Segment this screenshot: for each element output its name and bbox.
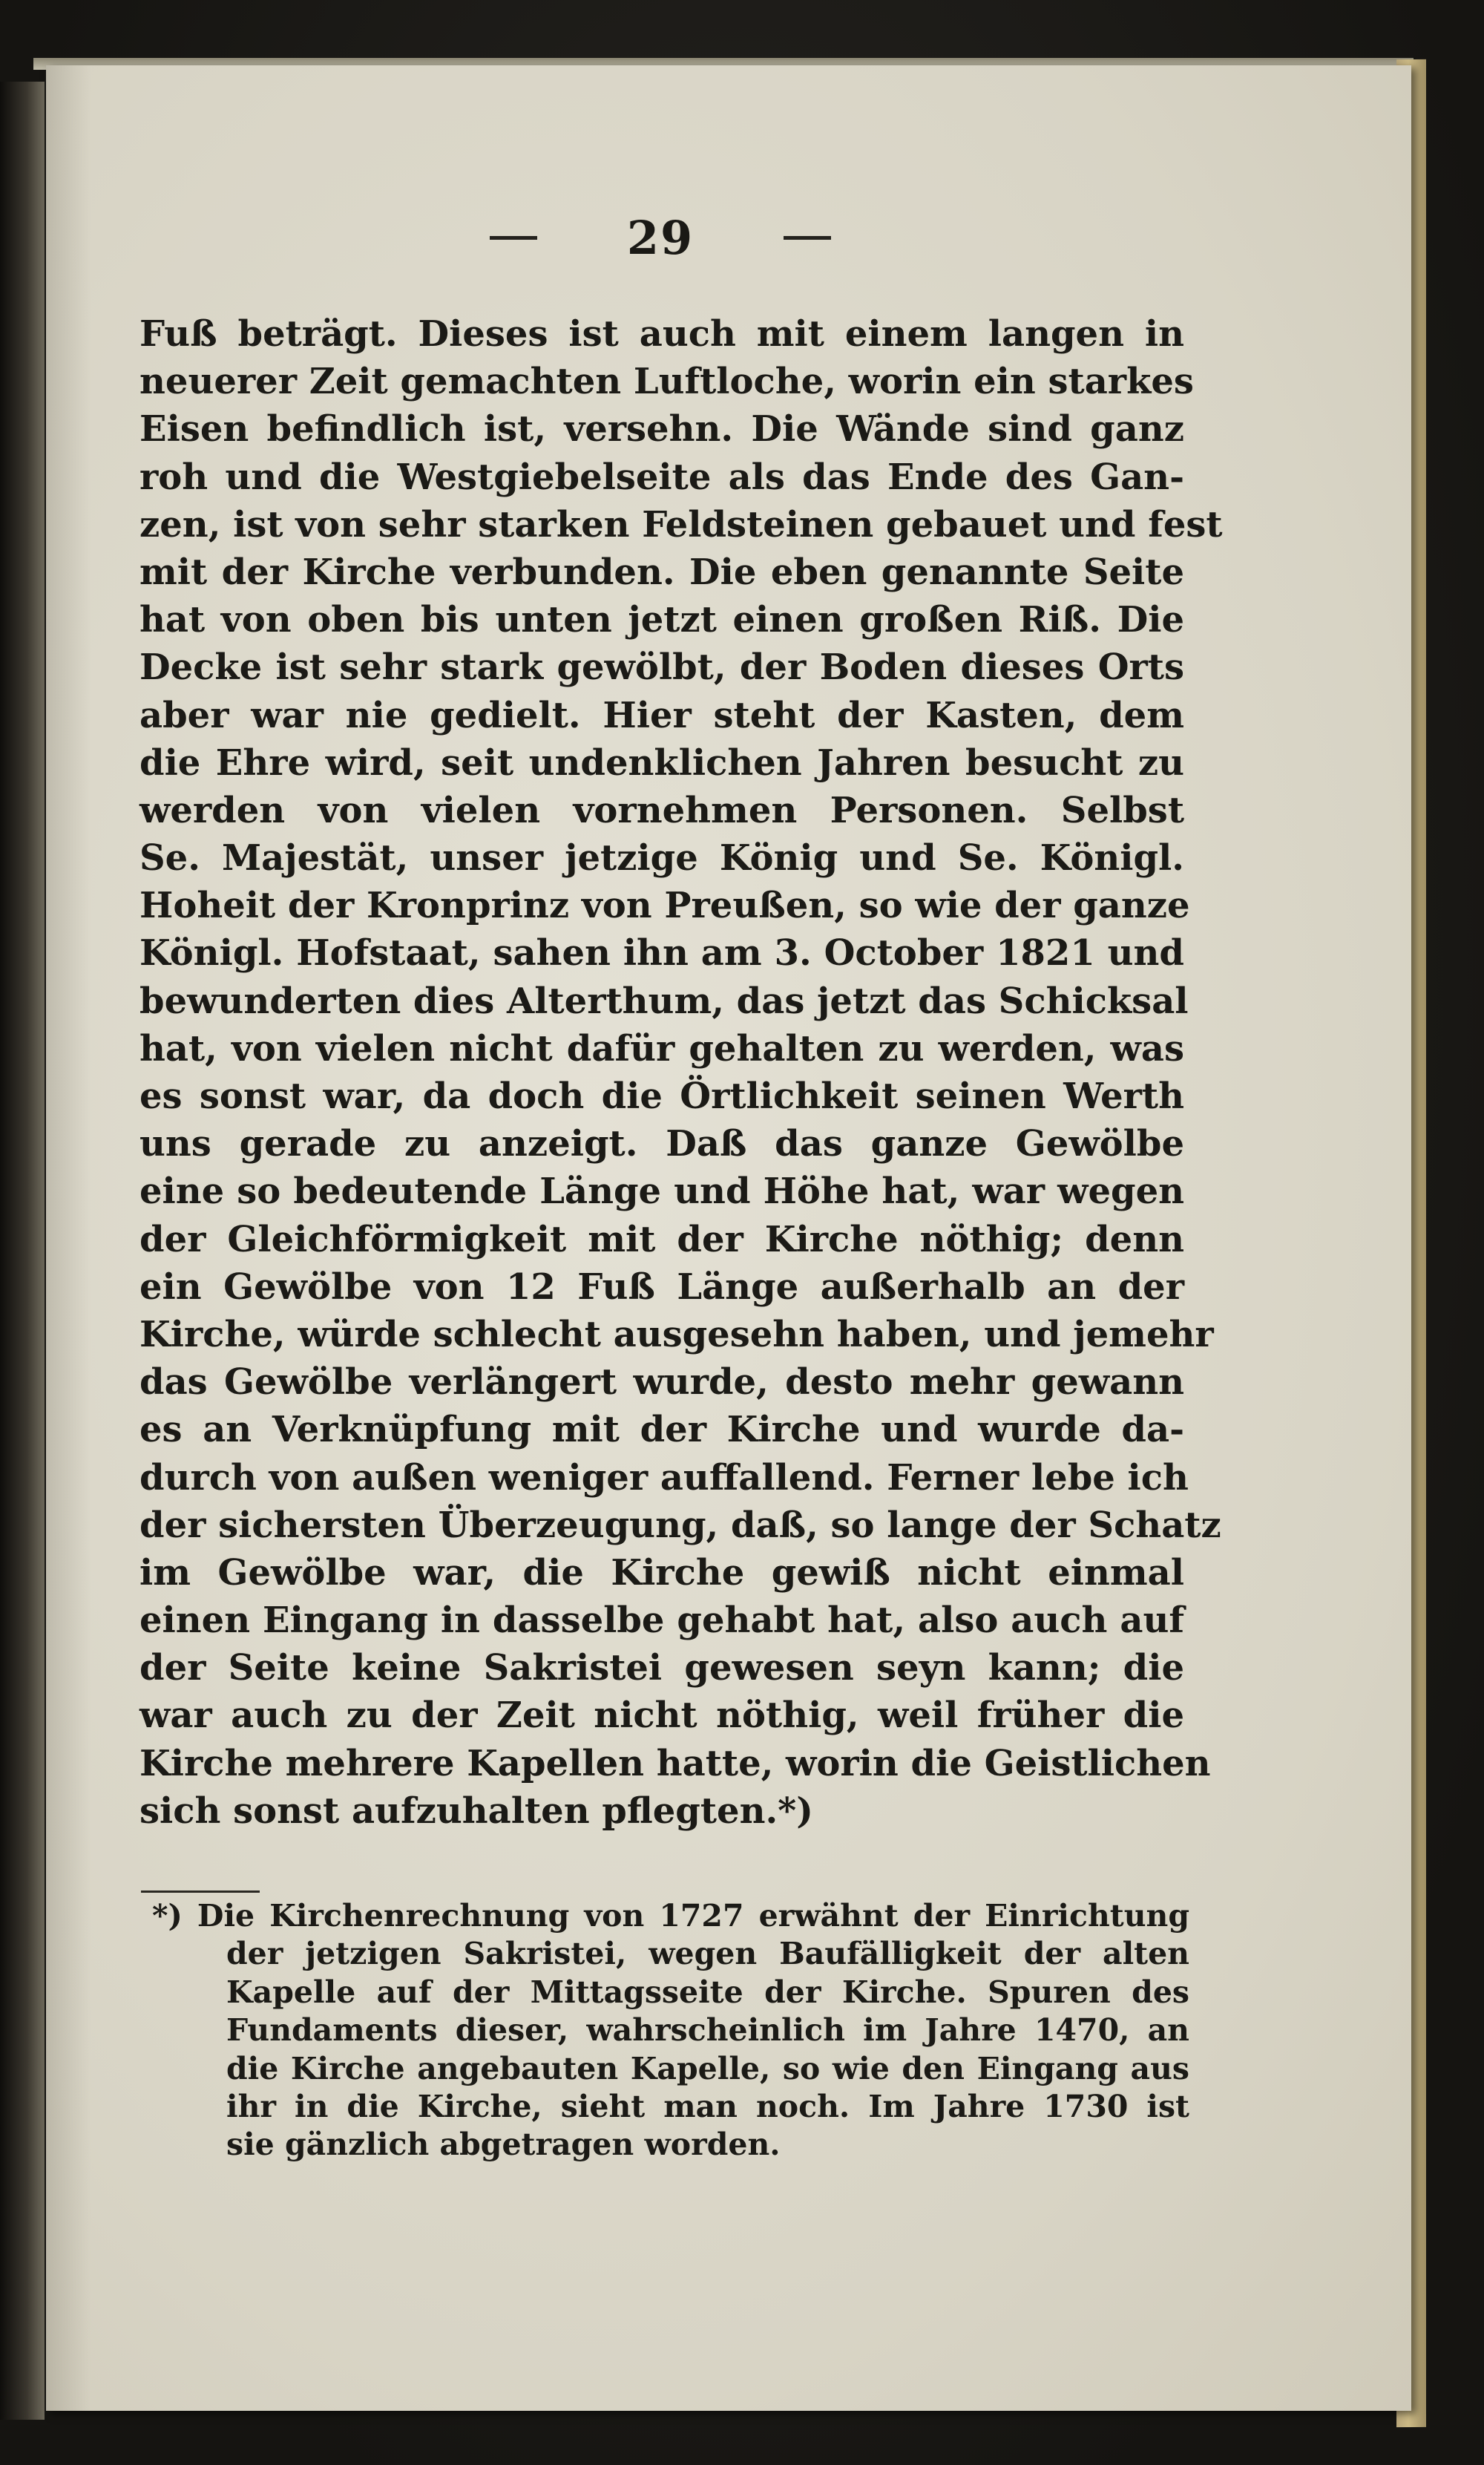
- text-line: Königl. Hofstaat, sahen ihn am 3. October 1821 und: [139, 932, 1184, 975]
- footnote-line: Kapelle auf der Mittagsseite der Kirche. Spuren des: [226, 1974, 1189, 2010]
- text-line: hat von oben bis unten jetzt einen großen Riß. Die: [139, 599, 1184, 641]
- text-line: sich sonst aufzuhalten pflegten.*): [139, 1790, 813, 1832]
- text-line: es an Verknüpfung mit der Kirche und wurde da-: [139, 1409, 1184, 1451]
- text-line: der Gleichförmigkeit mit der Kirche nöthig; denn: [139, 1218, 1184, 1260]
- text-line: hat, von vielen nicht dafür gehalten zu werden, was: [139, 1027, 1184, 1070]
- footnote-line: sie gänzlich abgetragen worden.: [226, 2127, 781, 2163]
- text-line: roh und die Westgiebelseite als das Ende des Gan-: [139, 456, 1184, 498]
- text-line: mit der Kirche verbunden. Die eben genannte Seite: [139, 551, 1184, 593]
- text-line: uns gerade zu anzeigt. Daß das ganze Gewölbe: [139, 1123, 1184, 1165]
- header-dash-left: [490, 236, 537, 240]
- text-line: es sonst war, da doch die Örtlichkeit seinen Werth: [139, 1076, 1184, 1117]
- text-line: Kirche mehrere Kapellen hatte, worin die Geistlichen: [139, 1742, 1211, 1784]
- page-header: [490, 204, 831, 271]
- text-line: durch von außen weniger auffallend. Ferner lebe ich: [139, 1456, 1189, 1499]
- main-text-block: [139, 310, 1223, 1835]
- text-line: Eisen befindlich ist, versehn. Die Wände sind ganz: [139, 408, 1184, 451]
- footnote-block: [152, 1896, 1189, 2164]
- text-line: zen, ist von sehr starken Feldsteinen gebauet und fest: [139, 503, 1223, 546]
- text-line: ein Gewölbe von 12 Fuß Länge außerhalb an der: [139, 1266, 1184, 1308]
- text-line: das Gewölbe verlängert wurde, desto mehr gewann: [139, 1361, 1184, 1404]
- text-line: der Seite keine Sakristei gewesen seyn kann; die: [139, 1647, 1184, 1689]
- footnote-line: ihr in die Kirche, sieht man noch. Im Jahre 1730 ist: [226, 2088, 1189, 2124]
- text-line: Fuß beträgt. Dieses ist auch mit einem langen in: [139, 313, 1184, 355]
- text-line: Decke ist sehr stark gewölbt, der Boden dieses Orts: [139, 646, 1184, 689]
- text-line: die Ehre wird, seit undenklichen Jahren besucht zu: [139, 742, 1184, 784]
- text-line: im Gewölbe war, die Kirche gewiß nicht einmal: [139, 1551, 1184, 1594]
- text-line: Se. Majestät, unser jetzige König und Se. Königl.: [139, 837, 1184, 880]
- book-binding-edge: [0, 82, 45, 2420]
- footnote-rule: [141, 1891, 260, 1893]
- footnote-line: Fundaments dieser, wahrscheinlich im Jahre 1470, an: [226, 2012, 1189, 2049]
- text-line: aber war nie gedielt. Hier steht der Kasten, dem: [139, 694, 1184, 736]
- text-line: werden von vielen vornehmen Personen. Selbst: [139, 789, 1184, 831]
- text-line: Kirche, würde schlecht ausgesehn haben, und jemehr: [139, 1313, 1214, 1355]
- footnote-line: der jetzigen Sakristei, wegen Baufälligkeit der alten: [226, 1936, 1189, 1972]
- text-line: einen Eingang in dasselbe gehabt hat, also auch auf: [139, 1600, 1184, 1642]
- text-line: der sichersten Überzeugung, daß, so lange der Schatz: [139, 1504, 1221, 1546]
- text-line: Hoheit der Kronprinz von Preußen, so wie der ganze: [139, 885, 1190, 927]
- page-number: 29: [626, 210, 695, 265]
- footnote-line: die Kirche angebauten Kapelle, so wie den Eingang aus: [226, 2050, 1189, 2086]
- text-line: bewunderten dies Alterthum, das jetzt das Schicksal: [139, 980, 1189, 1022]
- footnote-line: *) Die Kirchenrechnung von 1727 erwähnt der Einrichtung: [152, 1898, 1189, 1934]
- header-dash-right: [784, 236, 831, 240]
- text-line: war auch zu der Zeit nicht nöthig, weil früher die: [139, 1695, 1184, 1737]
- text-line: neuerer Zeit gemachten Luftloche, worin ein starkes: [139, 361, 1194, 403]
- text-line: eine so bedeutende Länge und Höhe hat, war wegen: [139, 1171, 1184, 1213]
